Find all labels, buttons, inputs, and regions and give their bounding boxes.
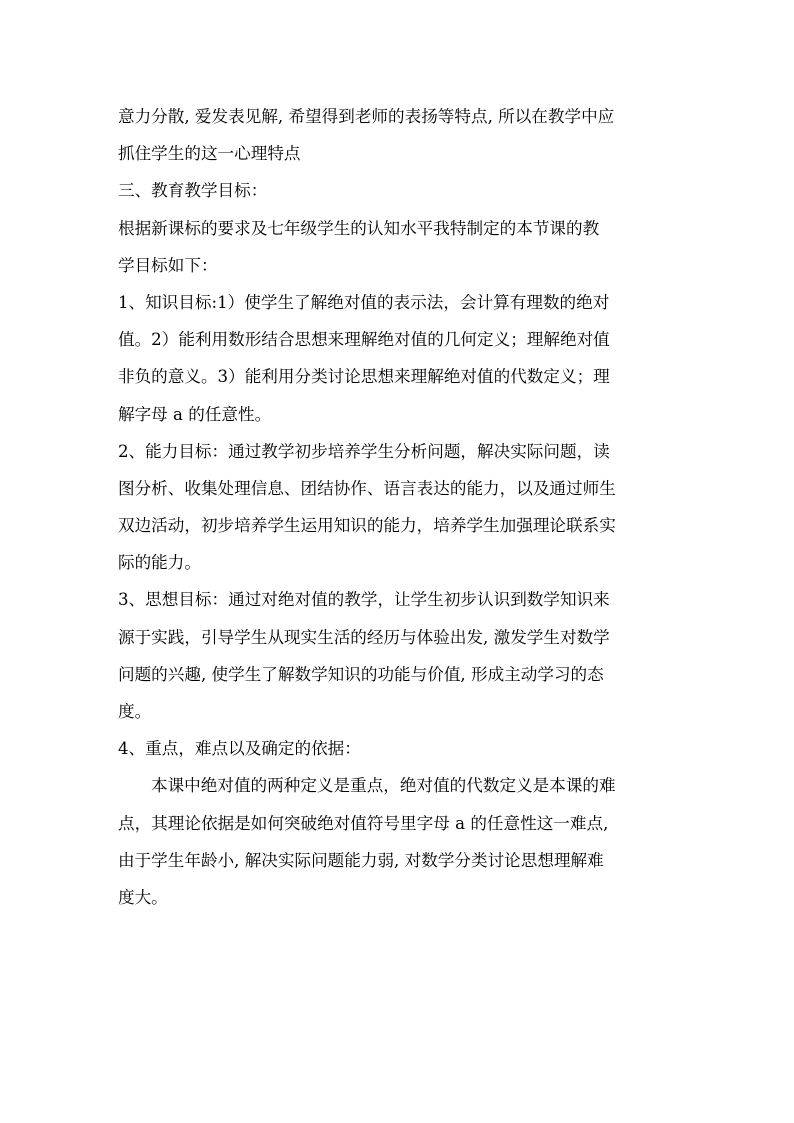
key-points-line-3: 由于学生年龄小, 解决实际问题能力弱, 对数学分类讨论思想理解难 [118,850,604,870]
text-line-1: 意力分散, 爱发表见解, 希望得到老师的表扬等特点, 所以在教学中应 [118,107,615,126]
key-points-line-4: 度大。 [118,887,168,907]
thought-goal-line-2: 源于实践，引导学生从现实生活的经历与体验出发, 激发学生对数学 [118,627,610,647]
thought-goal-line-4: 度。 [118,702,152,721]
text-line-5: 学目标如下： [118,255,218,275]
knowledge-goal-line-4: 解字母 a 的任意性。 [118,404,272,424]
ability-goal-line-2: 图分析、收集处理信息、团结协作、语言表达的能力，以及通过师生 [118,478,616,498]
ability-goal-line-3: 双边活动，初步培养学生运用知识的能力，培养学生加强理论联系实 [118,516,616,536]
document-page [118,98,688,916]
key-points-heading: 4、重点，难点以及确定的依据： [118,739,361,759]
text-line-2: 抓住学生的这一心理特点 [118,144,301,164]
text-line-4: 根据新课标的要求及七年级学生的认知水平我特制定的本节课的教 [118,218,600,238]
ability-goal-line-1: 2、能力目标：通过教学初步培养学生分析问题，解决实际问题，读 [118,441,610,461]
section-heading-objectives: 三、教育教学目标： [118,181,268,201]
knowledge-goal-line-3: 非负的意义。3）能利用分类讨论思想来理解绝对值的代数定义；理 [118,367,610,387]
knowledge-goal-line-2: 值。2）能利用数形结合思想来理解绝对值的几何定义；理解绝对值 [118,330,610,350]
key-points-line-1: 本课中绝对值的两种定义是重点，绝对值的代数定义是本课的难 [151,776,616,796]
knowledge-goal-line-1: 1、知识目标:1）使学生了解绝对值的表示法，会计算有理数的绝对 [118,292,610,312]
key-points-line-2: 点，其理论依据是如何突破绝对值符号里字母 a 的任意性这一难点, [118,813,609,833]
thought-goal-line-1: 3、思想目标：通过对绝对值的教学，让学生初步认识到数学知识来 [118,590,610,610]
thought-goal-line-3: 问题的兴趣, 使学生了解数学知识的功能与价值, 形成主动学习的态 [118,664,604,684]
ability-goal-line-4: 际的能力。 [118,553,201,573]
